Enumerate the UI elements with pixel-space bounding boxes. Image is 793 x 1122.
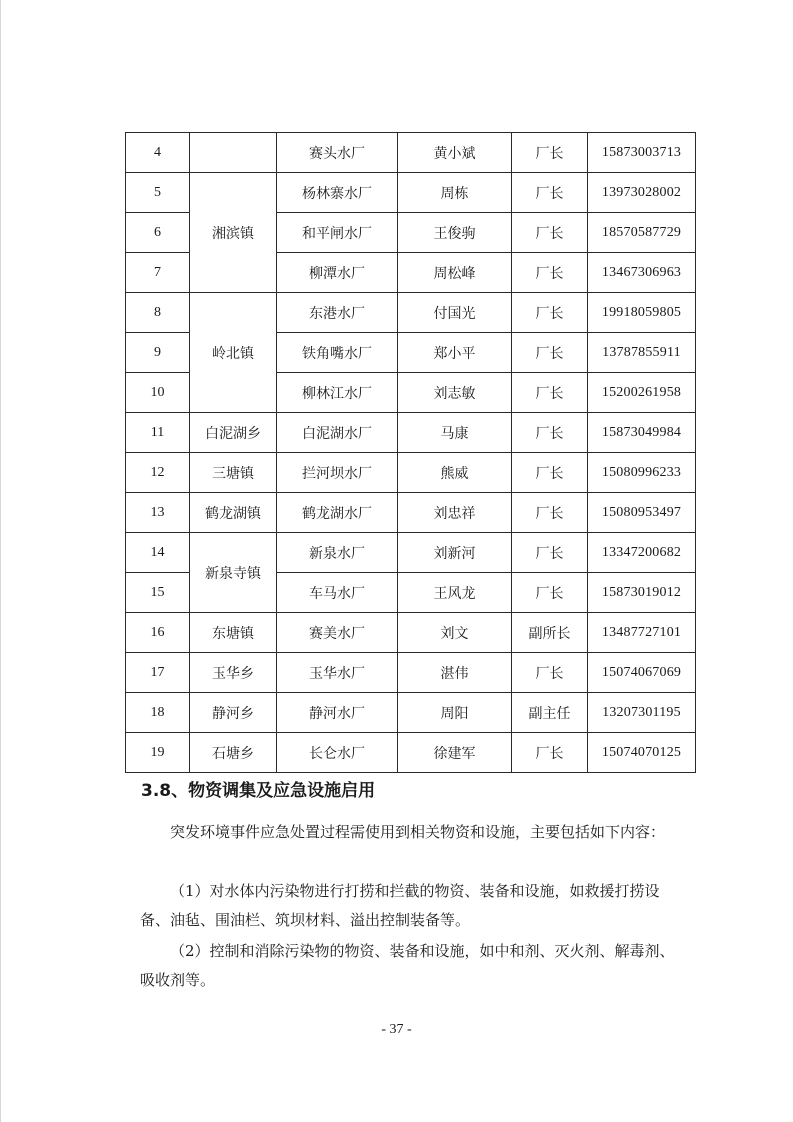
town-cell: 湘滨镇 — [190, 173, 277, 293]
person-cell: 周松峰 — [398, 253, 512, 293]
title-cell: 厂长 — [512, 173, 588, 213]
table-row — [126, 653, 696, 693]
row-number: 12 — [126, 453, 190, 493]
table-row — [126, 293, 696, 333]
town-cell: 玉华乡 — [190, 653, 277, 693]
row-number: 11 — [126, 413, 190, 453]
person-cell: 刘文 — [398, 613, 512, 653]
table-row — [126, 173, 696, 213]
row-number: 7 — [126, 253, 190, 293]
town-cell: 石塘乡 — [190, 733, 277, 773]
town-cell: 新泉寺镇 — [190, 533, 277, 613]
plant-cell: 杨林寨水厂 — [277, 173, 398, 213]
town-cell: 岭北镇 — [190, 293, 277, 413]
phone-cell: 13487727101 — [588, 613, 696, 653]
plant-cell: 柳林江水厂 — [277, 373, 398, 413]
title-cell: 厂长 — [512, 293, 588, 333]
person-cell: 郑小平 — [398, 333, 512, 373]
plant-cell: 玉华水厂 — [277, 653, 398, 693]
title-cell: 厂长 — [512, 333, 588, 373]
phone-cell: 13347200682 — [588, 533, 696, 573]
list-item-1: （1）对水体内污染物进行打捞和拦截的物资、装备和设施，如救援打捞设备、油毡、围油栏、筑坝材料、溢出控制装备等。 — [140, 882, 660, 929]
title-cell: 厂长 — [512, 733, 588, 773]
person-cell: 付国光 — [398, 293, 512, 333]
phone-cell: 13787855911 — [588, 333, 696, 373]
town-cell: 三塘镇 — [190, 453, 277, 493]
plant-cell: 长仑水厂 — [277, 733, 398, 773]
title-cell: 副主任 — [512, 693, 588, 733]
row-number: 18 — [126, 693, 190, 733]
person-cell: 熊威 — [398, 453, 512, 493]
phone-cell: 13973028002 — [588, 173, 696, 213]
person-cell: 徐建军 — [398, 733, 512, 773]
person-cell: 黄小斌 — [398, 133, 512, 173]
title-cell: 厂长 — [512, 453, 588, 493]
row-number: 10 — [126, 373, 190, 413]
plant-cell: 车马水厂 — [277, 573, 398, 613]
town-cell: 静河乡 — [190, 693, 277, 733]
row-number: 6 — [126, 213, 190, 253]
plant-cell: 拦河坝水厂 — [277, 453, 398, 493]
table-row — [126, 733, 696, 773]
table-row — [126, 413, 696, 453]
phone-cell: 13467306963 — [588, 253, 696, 293]
phone-cell: 15074067069 — [588, 653, 696, 693]
table-row — [126, 453, 696, 493]
plant-cell: 铁角嘴水厂 — [277, 333, 398, 373]
town-cell — [190, 133, 277, 173]
phone-cell: 15873019012 — [588, 573, 696, 613]
town-cell: 东塘镇 — [190, 613, 277, 653]
plant-cell: 静河水厂 — [277, 693, 398, 733]
row-number: 14 — [126, 533, 190, 573]
plant-cell: 白泥湖水厂 — [277, 413, 398, 453]
phone-cell: 18570587729 — [588, 213, 696, 253]
person-cell: 周栋 — [398, 173, 512, 213]
town-cell: 鹤龙湖镇 — [190, 493, 277, 533]
plant-cell: 赛头水厂 — [277, 133, 398, 173]
section-heading: 3.8、物资调集及应急设施启用 — [141, 781, 376, 801]
plant-cell: 东港水厂 — [277, 293, 398, 333]
table-row — [126, 133, 696, 173]
plant-cell: 鹤龙湖水厂 — [277, 493, 398, 533]
row-number: 8 — [126, 293, 190, 333]
phone-cell: 13207301195 — [588, 693, 696, 733]
plant-cell: 和平闸水厂 — [277, 213, 398, 253]
plant-cell: 新泉水厂 — [277, 533, 398, 573]
table-row — [126, 693, 696, 733]
row-number: 13 — [126, 493, 190, 533]
list-item-2: （2）控制和消除污染物的物资、装备和设施，如中和剂、灭火剂、解毒剂、吸收剂等。 — [140, 942, 675, 989]
person-cell: 王风龙 — [398, 573, 512, 613]
plant-cell: 柳潭水厂 — [277, 253, 398, 293]
title-cell: 厂长 — [512, 573, 588, 613]
row-number: 15 — [126, 573, 190, 613]
title-cell: 厂长 — [512, 133, 588, 173]
person-cell: 刘忠祥 — [398, 493, 512, 533]
person-cell: 湛伟 — [398, 653, 512, 693]
row-number: 16 — [126, 613, 190, 653]
title-cell: 厂长 — [512, 533, 588, 573]
person-cell: 马康 — [398, 413, 512, 453]
town-cell: 白泥湖乡 — [190, 413, 277, 453]
water-plant-contact-table — [125, 132, 696, 773]
table-row — [126, 493, 696, 533]
row-number: 9 — [126, 333, 190, 373]
phone-cell: 19918059805 — [588, 293, 696, 333]
title-cell: 厂长 — [512, 653, 588, 693]
title-cell: 厂长 — [512, 373, 588, 413]
title-cell: 厂长 — [512, 253, 588, 293]
table-row — [126, 533, 696, 573]
phone-cell: 15074070125 — [588, 733, 696, 773]
intro-paragraph: 突发环境事件应急处置过程需使用到相关物资和设施，主要包括如下内容： — [170, 823, 666, 841]
title-cell: 厂长 — [512, 213, 588, 253]
title-cell: 厂长 — [512, 413, 588, 453]
title-cell: 厂长 — [512, 493, 588, 533]
row-number: 19 — [126, 733, 190, 773]
phone-cell: 15873003713 — [588, 133, 696, 173]
person-cell: 王俊驹 — [398, 213, 512, 253]
scan-edge-line — [0, 0, 1, 1122]
person-cell: 刘志敏 — [398, 373, 512, 413]
phone-cell: 15080996233 — [588, 453, 696, 493]
person-cell: 刘新河 — [398, 533, 512, 573]
row-number: 4 — [126, 133, 190, 173]
title-cell: 副所长 — [512, 613, 588, 653]
plant-cell: 赛美水厂 — [277, 613, 398, 653]
row-number: 5 — [126, 173, 190, 213]
phone-cell: 15080953497 — [588, 493, 696, 533]
phone-cell: 15873049984 — [588, 413, 696, 453]
table-row — [126, 613, 696, 653]
row-number: 17 — [126, 653, 190, 693]
phone-cell: 15200261958 — [588, 373, 696, 413]
person-cell: 周阳 — [398, 693, 512, 733]
page-number: - 37 - — [381, 1022, 412, 1037]
